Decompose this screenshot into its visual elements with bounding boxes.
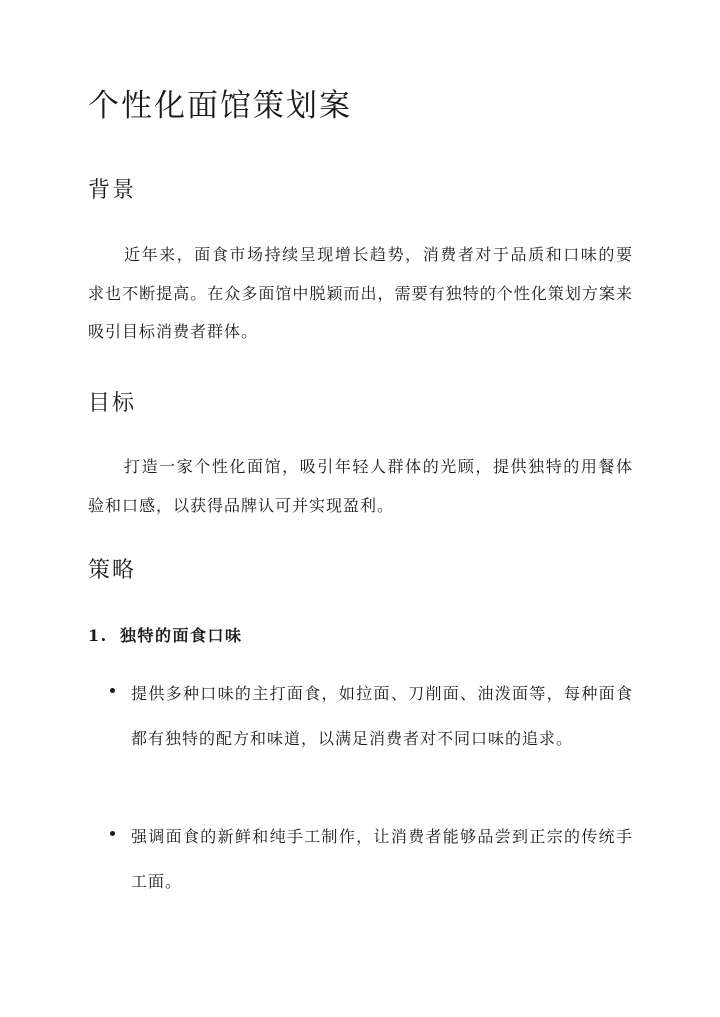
- subsection-heading: [88, 624, 243, 648]
- background-paragraph: 近年来，面食市场持续呈现增长趋势，消费者对于品质和口味的要求也不断提高。在众多面馆中脱颖而出，需要有独特的个性化策划方案来吸引目标消费者群体。: [88, 245, 633, 341]
- document-title: 个性化面馆策划案: [88, 88, 352, 124]
- bullet-icon: [110, 831, 115, 836]
- list-item-text: 提供多种口味的主打面食，如拉面、刀削面、油泼面等，每种面食都有独特的配方和味道，以满足消费者对不同口味的追求。: [131, 684, 633, 748]
- list-item: [88, 814, 633, 904]
- section-heading-background: 背景: [88, 178, 137, 203]
- section-heading-goal: 目标: [88, 391, 137, 416]
- list-item-text: 强调面食的新鲜和纯手工制作，让消费者能够品尝到正宗的传统手工面。: [131, 827, 633, 891]
- bullet-icon: [110, 688, 115, 693]
- goal-paragraph: 打造一家个性化面馆，吸引年轻人群体的光顾，提供独特的用餐体验和口感，以获得品牌认可并实现盈利。: [88, 457, 633, 515]
- section-heading-strategy: 策略: [88, 558, 137, 583]
- list-item: [88, 671, 633, 761]
- subsection-title: 独特的面食口味: [120, 626, 243, 645]
- subsection-number: 1.: [88, 626, 108, 645]
